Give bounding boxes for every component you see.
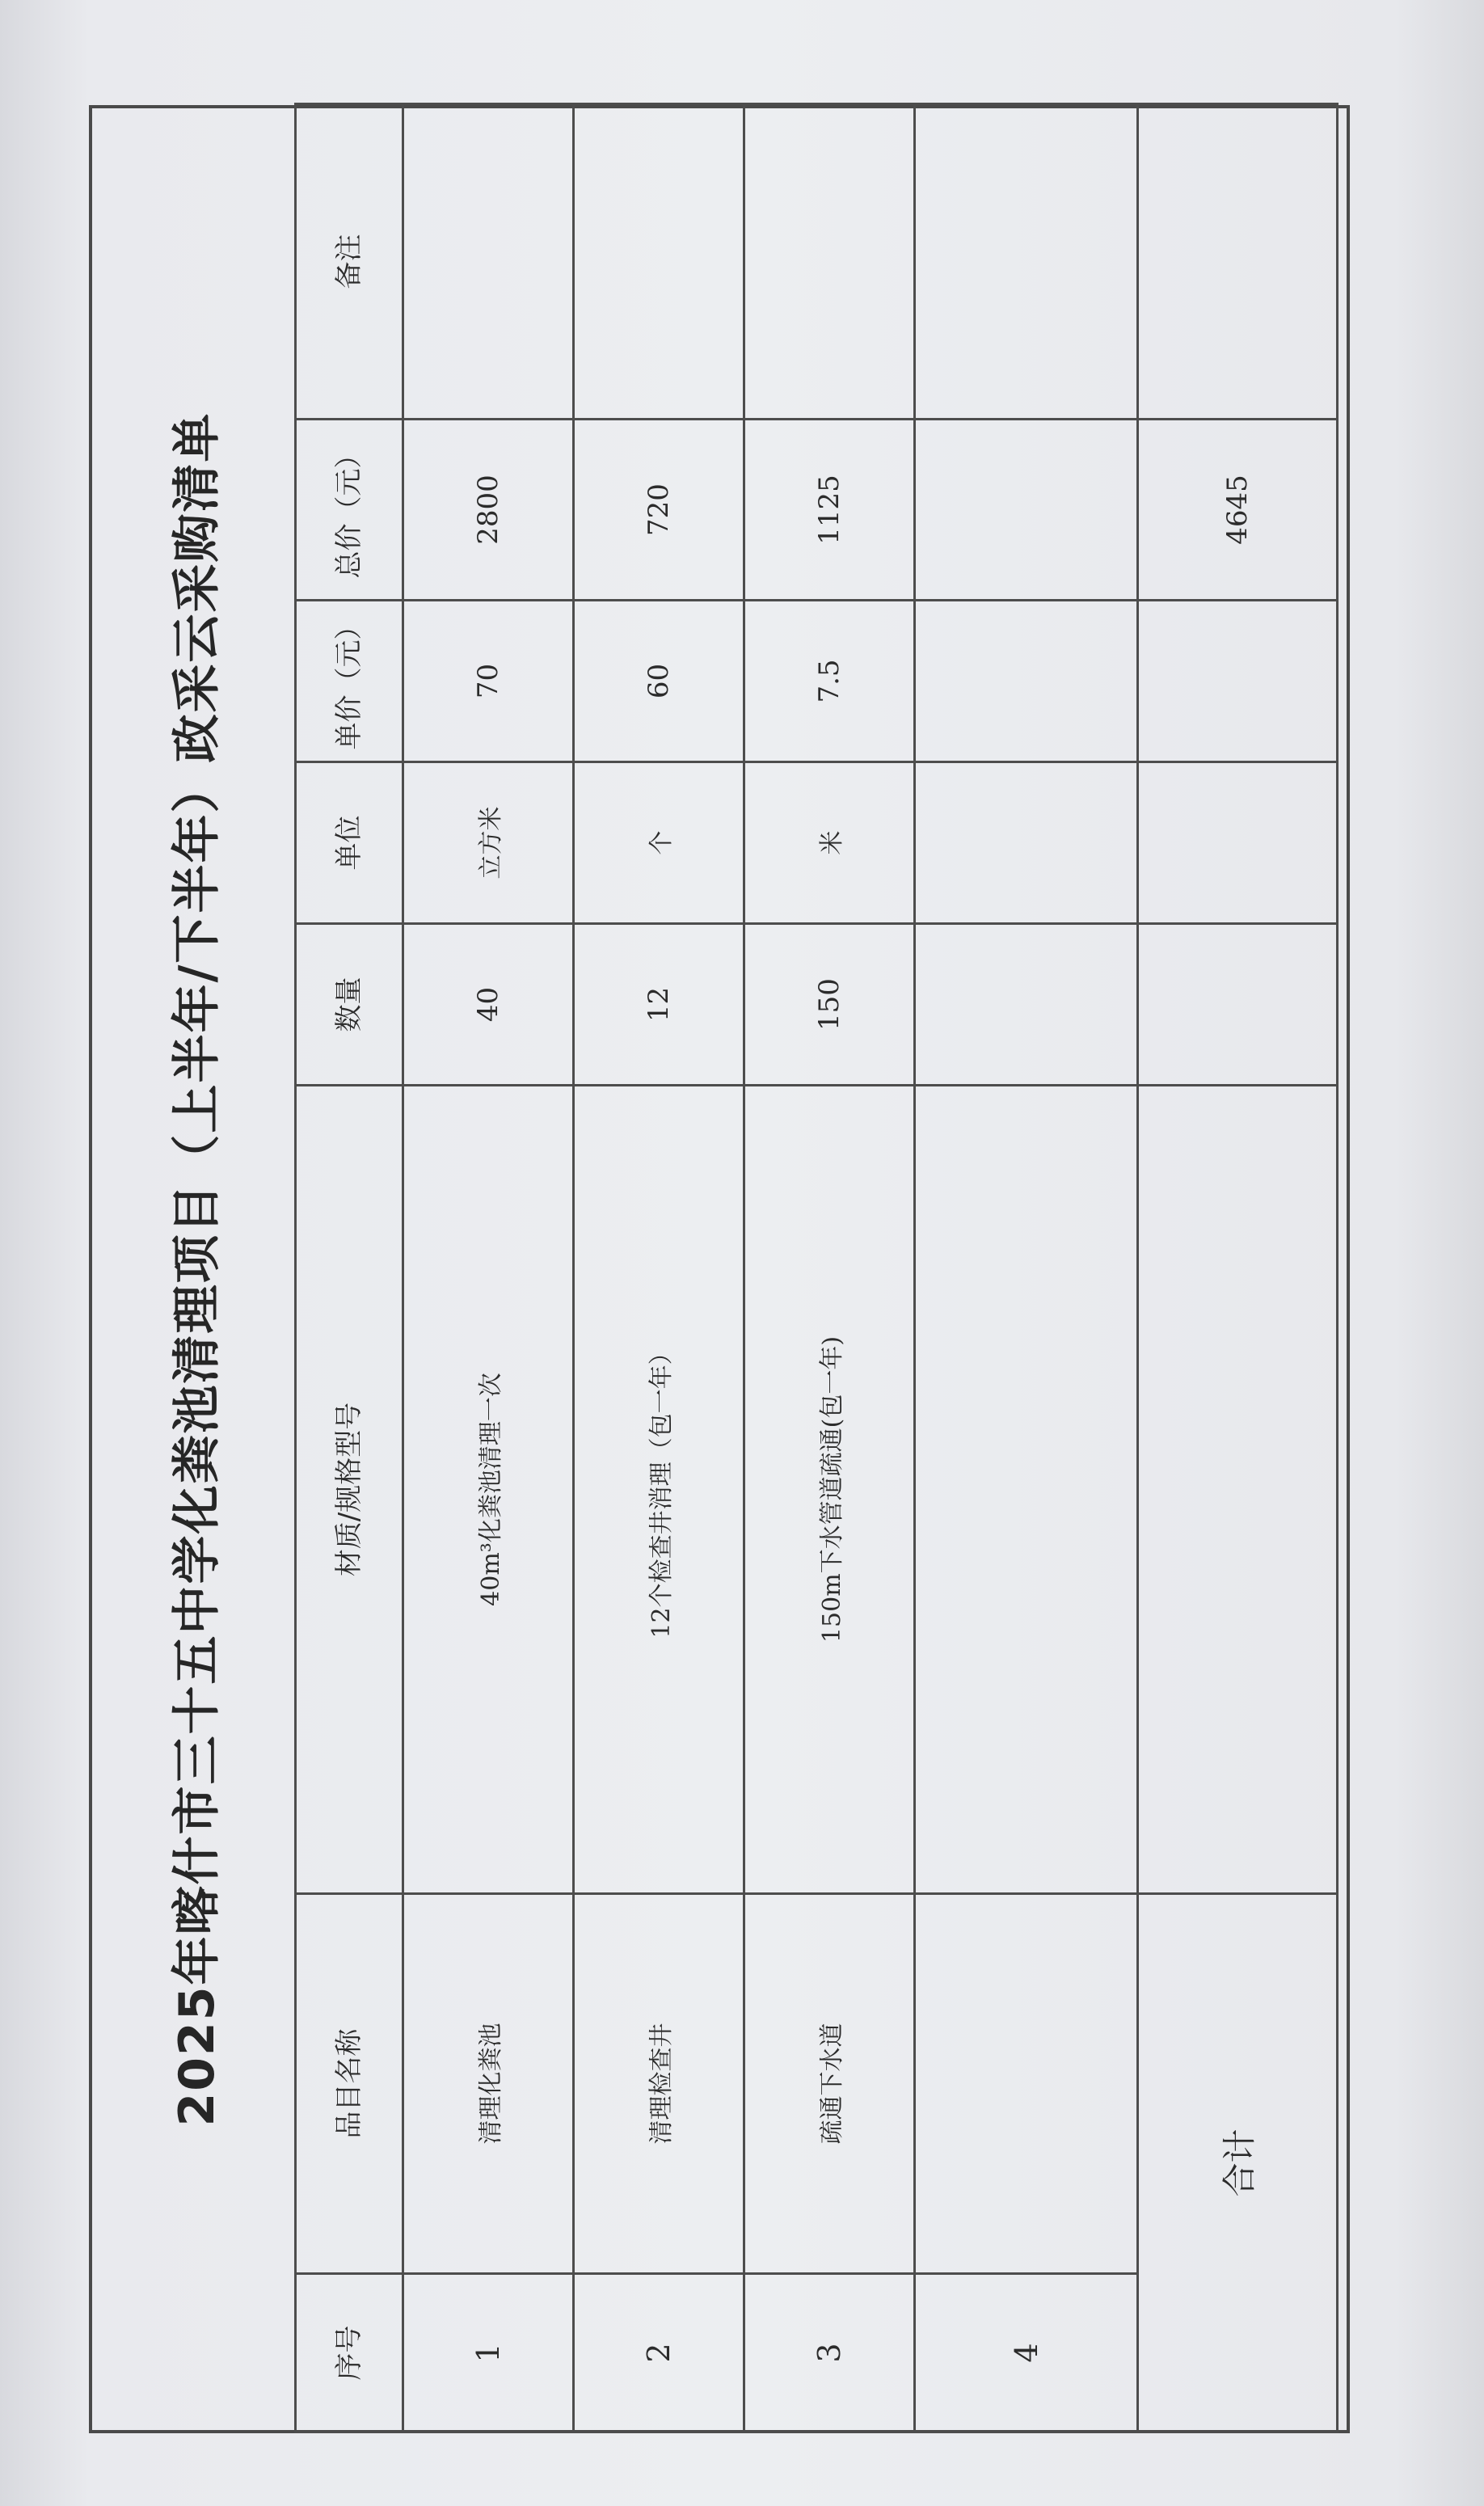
cell-name: 清理化粪池: [403, 1894, 574, 2274]
cell-seq: 2: [574, 2274, 744, 2432]
document-title: 2025年喀什市三十五中学化粪池清理项目（上半年/下半年）政采云采购清单: [169, 411, 226, 2127]
table-row: [403, 104, 574, 2432]
cell-unit: [915, 762, 1138, 924]
cell-unit-price: [915, 601, 1138, 762]
cell-total-price: 720: [574, 420, 744, 601]
cell-unit: 立方米: [403, 762, 574, 924]
procurement-document: [89, 105, 1350, 2433]
total-unit-empty: [1138, 762, 1338, 924]
total-unit-price-empty: [1138, 601, 1338, 762]
cell-unit-price: 7.5: [744, 601, 915, 762]
header-qty: 数量: [296, 924, 403, 1086]
table-header-row: [296, 104, 403, 2432]
total-qty-empty: [1138, 924, 1338, 1086]
cell-name: 疏通下水道: [744, 1894, 915, 2274]
cell-qty: 150: [744, 924, 915, 1086]
cell-remark: [574, 104, 744, 420]
cell-total-price: 2800: [403, 420, 574, 601]
cell-unit: 米: [744, 762, 915, 924]
table-row: [744, 104, 915, 2432]
cell-seq: 3: [744, 2274, 915, 2432]
table-row: [915, 104, 1138, 2432]
cell-spec: 40m³化粪池清理一次: [403, 1086, 574, 1894]
cell-unit-price: 60: [574, 601, 744, 762]
cell-unit-price: 70: [403, 601, 574, 762]
header-unit: 单位: [296, 762, 403, 924]
cell-total-price: 1125: [744, 420, 915, 601]
cell-remark: [403, 104, 574, 420]
cell-qty: [915, 924, 1138, 1086]
header-spec: 材质/规格型号: [296, 1086, 403, 1894]
cell-remark: [915, 104, 1138, 420]
total-label: 合计: [1138, 1894, 1338, 2432]
cell-remark: [744, 104, 915, 420]
total-row: [1138, 104, 1338, 2432]
header-total-price: 总价（元）: [296, 420, 403, 601]
total-price-value: 4645: [1138, 420, 1338, 601]
total-spec-empty: [1138, 1086, 1338, 1894]
cell-spec: 150m下水管道疏通(包一年): [744, 1086, 915, 1894]
cell-unit: 个: [574, 762, 744, 924]
cell-qty: 12: [574, 924, 744, 1086]
cell-seq: 1: [403, 2274, 574, 2432]
cell-seq: 4: [915, 2274, 1138, 2432]
table-row: [574, 104, 744, 2432]
cell-qty: 40: [403, 924, 574, 1086]
cell-spec: [915, 1086, 1138, 1894]
header-name: 品目名称: [296, 1894, 403, 2274]
cell-total-price: [915, 420, 1138, 601]
header-remark: 备注: [296, 104, 403, 420]
header-seq: 序号: [296, 2274, 403, 2432]
cell-spec: 12个检查井消理（包一年）: [574, 1086, 744, 1894]
cell-name: 清理检查井: [574, 1894, 744, 2274]
total-remark-empty: [1138, 104, 1338, 420]
cell-name: [915, 1894, 1138, 2274]
procurement-table: [294, 103, 1339, 2433]
header-unit-price: 单价（元）: [296, 601, 403, 762]
